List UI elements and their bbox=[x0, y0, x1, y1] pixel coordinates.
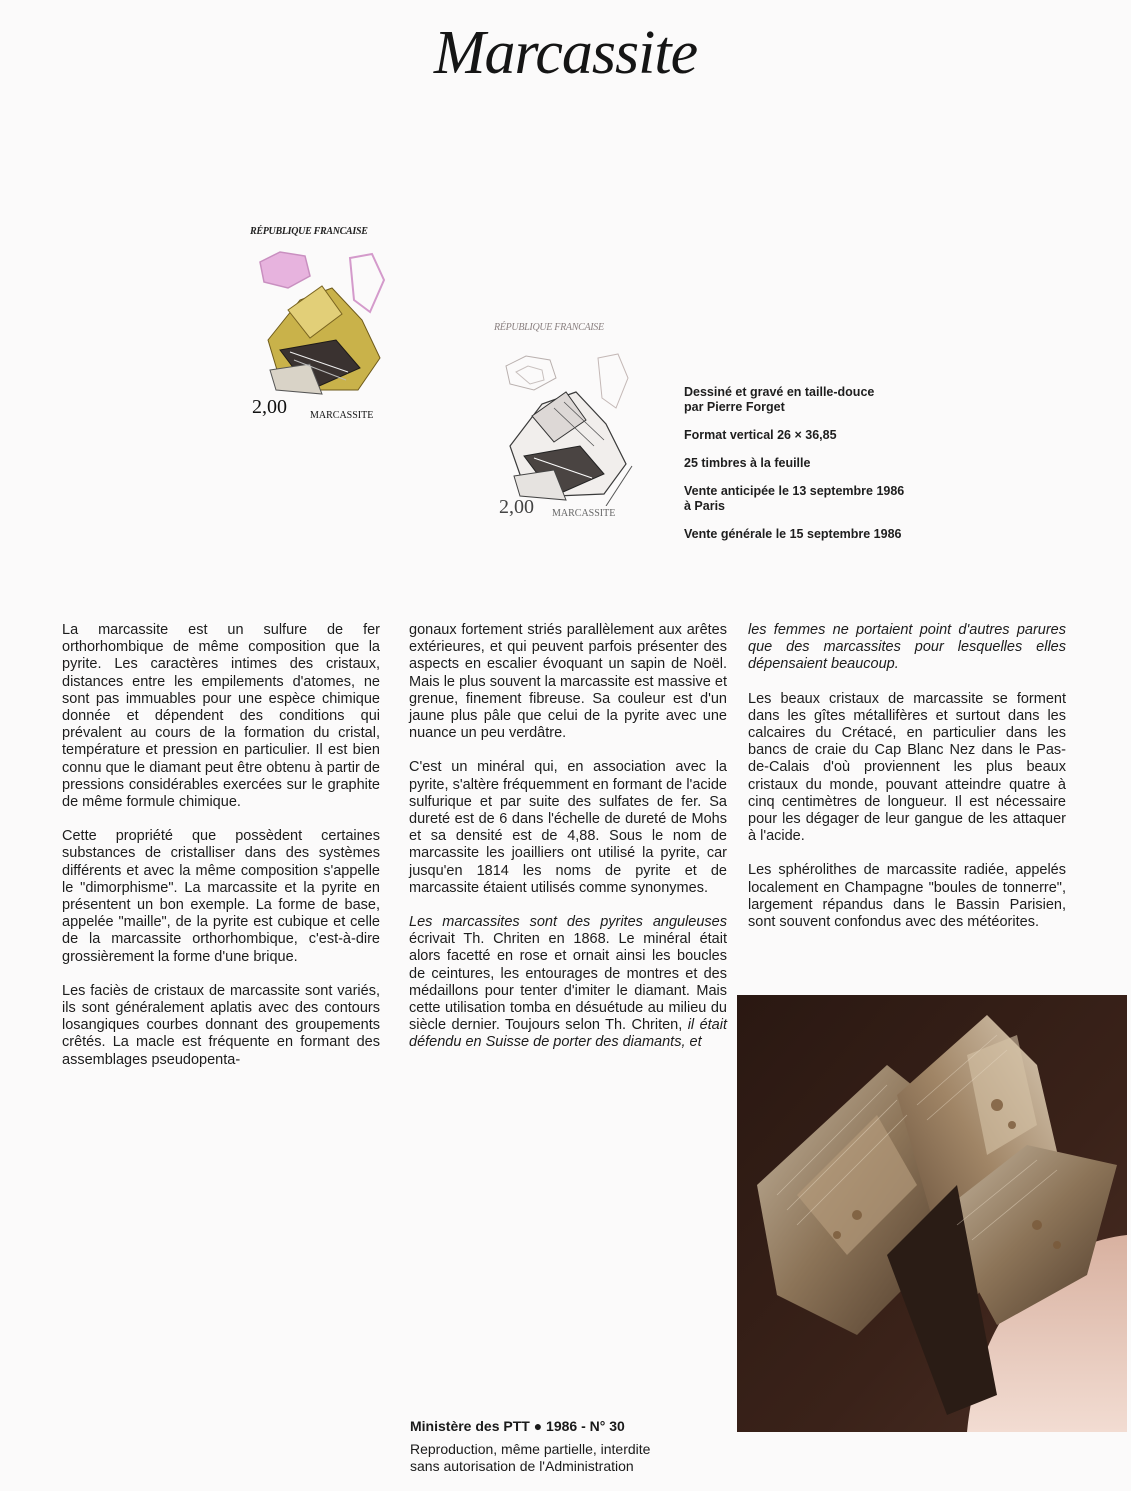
italic-quote: il était défendu en Suisse de porter des diamants, et bbox=[409, 1017, 727, 1051]
paragraph bbox=[409, 914, 727, 1052]
presale-info: Vente anticipée le 13 septembre 1986 à Paris bbox=[684, 484, 905, 513]
footer bbox=[410, 1418, 740, 1475]
stamp-value: 2,00 bbox=[252, 396, 287, 418]
stamp-country: RÉPUBLIQUE FRANCAISE bbox=[494, 322, 604, 333]
general-sale-info: Vente générale le 15 septembre 1986 bbox=[684, 527, 902, 541]
italic-paragraph: les femmes ne portaient point d'autres parures que des marcassites pour lesquelles elles dépensaient beaucoup. bbox=[748, 622, 1066, 673]
stamp-crystal-illustration bbox=[250, 240, 400, 405]
italic-quote: Les marcassites sont des pyrites anguleuses bbox=[409, 914, 727, 931]
stamp-name: MARCASSITE bbox=[552, 508, 616, 519]
stamp-country: RÉPUBLIQUE FRANCAISE bbox=[250, 226, 368, 237]
paragraph: Les beaux cristaux de marcassite se forment dans les gîtes métallifères et surtout dans les calcaires du Crétacé, en particulier dans les bancs de craie du Cap Blanc Nez dans le Pas-de-Calais d'où proviennent les plus beaux cristaux du monde, pouvant atteindre quatre à cinq centimètres de longueur. Il est nécessaire pour les dégager de leur gangue de les attaquer à l'acide. bbox=[748, 690, 1066, 845]
paragraph: gonaux fortement striés parallèlement aux arêtes extérieures, et qui peuvent parfois présenter des aspects en escalier évoquant un sapin de Noël. Mais le plus souvent la marcassite est massive et grenue, finement fibreuse. Sa couleur est d'un jaune plus pâle que celui de la pyrite avec une nuance un peu verdâtre. bbox=[409, 622, 727, 742]
marcassite-photo bbox=[737, 995, 1127, 1432]
paragraph: Les faciès de cristaux de marcassite sont variés, ils sont généralement aplatis avec des contours losangiques courbes donnant des groupements crêtés. La macle est fréquente en formant des assemblages pseudopenta- bbox=[62, 982, 380, 1068]
article-column-3 bbox=[748, 622, 1066, 948]
page-title: Marcassite bbox=[433, 19, 698, 87]
paragraph-text: écrivait Th. Chriten en 1868. Le minéral était alors facetté en rose et ornait ainsi les boucles de ceintures, les entourages de montres et des médaillons pour tenter d'imiter le diamant. Mais cette utilisation tomba en désuétude au milieu du siècle dernier. Toujours selon Th. Chriten, bbox=[409, 931, 727, 1034]
paragraph: C'est un minéral qui, en association avec la pyrite, s'altère fréquemment en formant de l'acide sulfurique et par suite des sulfates de fer. Sa dureté est de 6 dans l'échelle de dureté de Mohs et sa densité est de 4,88. Sous le nom de marcassite les joailliers ont utilisé la pyrite, car jusqu'en 1814 les noms de pyrite et de marcassite étaient utilisés comme synonymes. bbox=[409, 759, 727, 896]
reproduction-notice: Reproduction, même partielle, interdite sans autorisation de l'Administration bbox=[410, 1441, 651, 1474]
stamp-value: 2,00 bbox=[499, 496, 534, 518]
stamp-name: MARCASSITE bbox=[310, 410, 374, 421]
ministry-line: Ministère des PTT ● 1986 - N° 30 bbox=[410, 1418, 625, 1434]
paragraph: Les sphérolithes de marcassite radiée, appelés localement en Champagne "boules de tonnerre", largement répandus dans le Bassin Parisien, sont souvent confondus avec des météorites. bbox=[748, 862, 1066, 931]
format-info: Format vertical 26 × 36,85 bbox=[684, 428, 837, 442]
sheet-info: 25 timbres à la feuille bbox=[684, 456, 811, 470]
article-column-2 bbox=[409, 622, 727, 1069]
stamp-color bbox=[250, 226, 400, 426]
stamp-proof bbox=[494, 322, 644, 527]
paragraph: La marcassite est un sulfure de fer orthorhombique de même composition que la pyrite. Les caractères intimes des cristaux, distances entre les empilements d'atomes, ne sont pas immuables pour une espèce chimique donnée et dépendent des conditions qui prévalent au cours de la formation du cristal, température et pression en particulier. Il est bien connu que le diamant peut être obtenu à partir de pressions considérables exercées sur le graphite de même formule chimique. bbox=[62, 622, 380, 811]
stamp-crystal-engraving bbox=[494, 336, 644, 506]
issue-info bbox=[684, 385, 984, 555]
paragraph: Cette propriété que possèdent certaines substances de cristalliser dans des systèmes différents et avec la même composition s'appelle le "dimorphisme". La marcassite et la pyrite en présentent un bon exemple. La forme de base, appelée "maille", de la pyrite est cubique et celle de la marcassite orthorhombique, c'est-à-dire grossièrement la forme d'une brique. bbox=[62, 828, 380, 965]
designer-credit: Dessiné et gravé en taille-douce par Pierre Forget bbox=[684, 385, 875, 414]
article-column-1 bbox=[62, 622, 380, 1086]
